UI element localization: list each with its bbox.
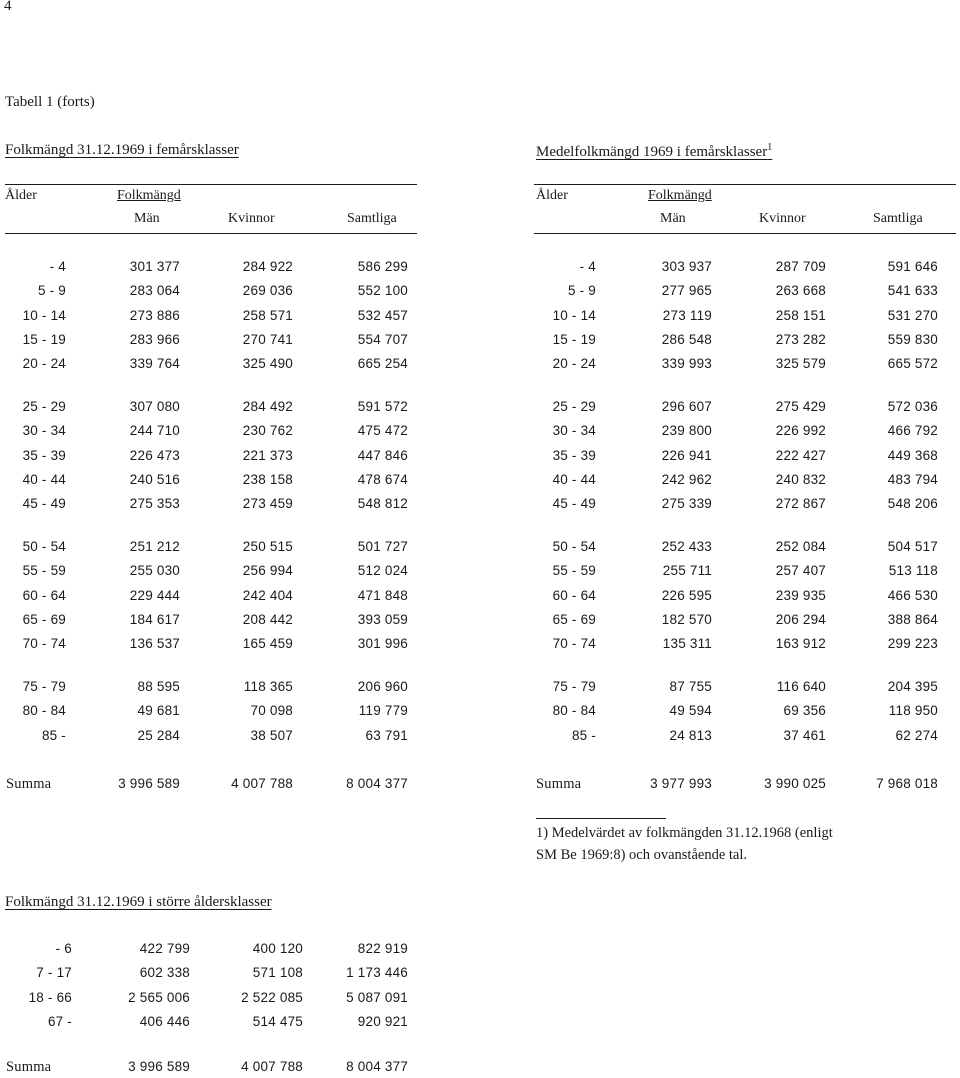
right-men-cell: 226 595	[661, 588, 712, 603]
left-women-cell: 208 442	[242, 612, 293, 627]
right-total-cell: 388 864	[887, 612, 938, 627]
right-men-cell: 286 548	[661, 332, 712, 347]
bottom-women-cell: 571 108	[252, 965, 303, 980]
left-age-cell: 5 - 9	[37, 283, 66, 298]
right-men-cell: 49 594	[669, 703, 712, 718]
left-men-cell: 255 030	[129, 563, 180, 578]
right-total-cell: 531 270	[887, 308, 938, 323]
left-women-cell: 238 158	[242, 472, 293, 487]
right-men-cell: 303 937	[661, 259, 712, 274]
left-men-cell: 301 377	[129, 259, 180, 274]
left-men-cell: 275 353	[129, 496, 180, 511]
right-men-cell: 182 570	[661, 612, 712, 627]
left-women-cell: 256 994	[242, 563, 293, 578]
right-age-cell: 85 -	[571, 728, 596, 743]
footnote-line-2: SM Be 1969:8) och ovanstående tal.	[536, 847, 748, 863]
right-women-cell: 69 356	[783, 703, 826, 718]
left-men-cell: 244 710	[129, 423, 180, 438]
left-women-cell: 250 515	[242, 539, 293, 554]
left-total-cell: 206 960	[357, 679, 408, 694]
left-total-cell: 548 812	[357, 496, 408, 511]
right-age-cell: 60 - 64	[552, 588, 596, 603]
right-total-cell: 299 223	[887, 636, 938, 651]
left-table-title	[5, 142, 239, 159]
right-men-cell: 273 119	[662, 308, 712, 323]
right-women-cell: 37 461	[783, 728, 826, 743]
left-sum-total: 8 004 377	[346, 776, 408, 791]
left-age-cell: 55 - 59	[22, 563, 66, 578]
right-total-cell: 513 118	[888, 563, 938, 578]
left-col-total: Samtliga	[347, 211, 397, 226]
left-total-cell: 501 727	[357, 539, 408, 554]
bottom-age-cell: 18 - 66	[28, 990, 72, 1005]
right-age-cell: 45 - 49	[552, 496, 596, 511]
bottom-sum-label: Summa	[6, 1059, 52, 1075]
right-table-title	[536, 142, 772, 161]
left-col-women: Kvinnor	[228, 211, 275, 226]
right-men-cell: 255 711	[662, 563, 712, 578]
left-men-cell: 226 473	[129, 448, 180, 463]
right-men-cell: 296 607	[661, 399, 712, 414]
left-men-cell: 25 284	[137, 728, 180, 743]
right-title-footnote-mark: 1	[767, 142, 773, 153]
right-table-title-text: Medelfolkmängd 1969 i femårsklasser	[536, 144, 768, 160]
left-age-cell: 85 -	[41, 728, 66, 743]
left-men-cell: 184 617	[129, 612, 180, 627]
left-men-cell: 88 595	[137, 679, 180, 694]
right-men-cell: 87 755	[669, 679, 712, 694]
right-men-cell: 24 813	[669, 728, 712, 743]
left-age-cell: 40 - 44	[22, 472, 66, 487]
bottom-total-cell: 5 087 091	[346, 990, 408, 1005]
left-header-top-rule	[5, 184, 417, 185]
left-men-cell: 229 444	[129, 588, 180, 603]
right-total-cell: 62 274	[895, 728, 938, 743]
right-women-cell: 116 640	[776, 679, 826, 694]
left-age-cell: 25 - 29	[22, 399, 66, 414]
bottom-women-cell: 400 120	[252, 941, 303, 956]
left-total-cell: 532 457	[357, 308, 408, 323]
left-age-cell: 60 - 64	[22, 588, 66, 603]
right-age-cell: 35 - 39	[552, 448, 596, 463]
right-age-cell: 10 - 14	[552, 308, 596, 323]
left-men-cell: 136 537	[129, 636, 180, 651]
left-sum-men: 3 996 589	[118, 776, 180, 791]
bottom-total-cell: 822 919	[357, 941, 408, 956]
right-col-group: Folkmängd	[648, 188, 712, 203]
right-sum-total: 7 968 018	[876, 776, 938, 791]
left-men-cell: 49 681	[137, 703, 180, 718]
left-age-cell: 80 - 84	[22, 703, 66, 718]
right-header-bottom-rule	[534, 233, 956, 234]
left-men-cell: 283 966	[129, 332, 180, 347]
bottom-women-cell: 514 475	[252, 1014, 303, 1029]
right-men-cell: 275 339	[661, 496, 712, 511]
right-total-cell: 118 950	[888, 703, 938, 718]
right-women-cell: 226 992	[775, 423, 826, 438]
left-women-cell: 38 507	[250, 728, 293, 743]
right-col-age: Ålder	[536, 188, 568, 203]
right-men-cell: 242 962	[661, 472, 712, 487]
right-total-cell: 559 830	[887, 332, 938, 347]
left-age-cell: 70 - 74	[22, 636, 66, 651]
right-col-total: Samtliga	[873, 211, 923, 226]
left-age-cell: 50 - 54	[22, 539, 66, 554]
left-age-cell: - 4	[49, 259, 66, 274]
right-total-cell: 665 572	[887, 356, 938, 371]
right-men-cell: 135 311	[662, 636, 712, 651]
left-total-cell: 119 779	[358, 703, 408, 718]
right-total-cell: 541 633	[887, 283, 938, 298]
footnote-rule	[536, 818, 666, 819]
left-age-cell: 20 - 24	[22, 356, 66, 371]
right-total-cell: 483 794	[887, 472, 938, 487]
left-age-cell: 75 - 79	[22, 679, 66, 694]
bottom-table-title-text: Folkmängd 31.12.1969 i större åldersklasser	[5, 894, 272, 910]
left-men-cell: 283 064	[129, 283, 180, 298]
left-age-cell: 15 - 19	[22, 332, 66, 347]
left-total-cell: 471 848	[357, 588, 408, 603]
bottom-men-cell: 422 799	[139, 941, 190, 956]
left-men-cell: 273 886	[129, 308, 180, 323]
right-men-cell: 226 941	[661, 448, 712, 463]
left-age-cell: 65 - 69	[22, 612, 66, 627]
left-sum-women: 4 007 788	[231, 776, 293, 791]
bottom-sum-total: 8 004 377	[346, 1059, 408, 1074]
right-total-cell: 572 036	[887, 399, 938, 414]
bottom-sum-men: 3 996 589	[128, 1059, 190, 1074]
right-header-top-rule	[534, 184, 956, 185]
left-total-cell: 665 254	[357, 356, 408, 371]
right-total-cell: 591 646	[887, 259, 938, 274]
bottom-total-cell: 920 921	[357, 1014, 408, 1029]
right-col-women: Kvinnor	[759, 211, 806, 226]
bottom-age-cell: 7 - 17	[36, 965, 72, 980]
left-header-bottom-rule	[5, 233, 417, 234]
right-sum-men: 3 977 993	[650, 776, 712, 791]
left-women-cell: 230 762	[242, 423, 293, 438]
right-sum-label: Summa	[536, 776, 582, 792]
left-total-cell: 552 100	[357, 283, 408, 298]
left-age-cell: 35 - 39	[22, 448, 66, 463]
bottom-table-title	[5, 894, 272, 911]
page-number: 4	[4, 0, 12, 14]
right-women-cell: 240 832	[775, 472, 826, 487]
right-age-cell: 50 - 54	[552, 539, 596, 554]
left-women-cell: 165 459	[242, 636, 293, 651]
left-women-cell: 325 490	[242, 356, 293, 371]
right-total-cell: 548 206	[887, 496, 938, 511]
left-total-cell: 591 572	[357, 399, 408, 414]
left-col-group: Folkmängd	[117, 188, 181, 203]
left-women-cell: 273 459	[242, 496, 293, 511]
right-women-cell: 272 867	[775, 496, 826, 511]
left-men-cell: 307 080	[129, 399, 180, 414]
right-women-cell: 325 579	[775, 356, 826, 371]
bottom-total-cell: 1 173 446	[346, 965, 408, 980]
left-women-cell: 221 373	[242, 448, 293, 463]
right-col-men: Män	[660, 211, 686, 226]
left-total-cell: 393 059	[357, 612, 408, 627]
bottom-age-cell: 67 -	[47, 1014, 72, 1029]
right-women-cell: 273 282	[775, 332, 826, 347]
left-total-cell: 301 996	[357, 636, 408, 651]
left-women-cell: 270 741	[242, 332, 293, 347]
right-age-cell: 5 - 9	[567, 283, 596, 298]
left-men-cell: 240 516	[129, 472, 180, 487]
right-men-cell: 339 993	[661, 356, 712, 371]
left-total-cell: 554 707	[357, 332, 408, 347]
left-age-cell: 45 - 49	[22, 496, 66, 511]
left-men-cell: 339 764	[129, 356, 180, 371]
left-sum-label: Summa	[6, 776, 52, 792]
right-women-cell: 239 935	[775, 588, 826, 603]
bottom-sum-women: 4 007 788	[241, 1059, 303, 1074]
right-total-cell: 504 517	[887, 539, 938, 554]
left-total-cell: 447 846	[357, 448, 408, 463]
left-total-cell: 475 472	[357, 423, 408, 438]
right-age-cell: 75 - 79	[552, 679, 596, 694]
left-table-title-text: Folkmängd 31.12.1969 i femårsklasser	[5, 142, 239, 158]
left-age-cell: 10 - 14	[22, 308, 66, 323]
left-women-cell: 258 571	[242, 308, 293, 323]
left-total-cell: 63 791	[365, 728, 408, 743]
footnote-line-1: 1) Medelvärdet av folkmängden 31.12.1968 (enligt	[536, 825, 833, 841]
right-women-cell: 287 709	[775, 259, 826, 274]
left-women-cell: 70 098	[250, 703, 293, 718]
bottom-women-cell: 2 522 085	[241, 990, 303, 1005]
bottom-men-cell: 406 446	[139, 1014, 190, 1029]
right-age-cell: - 4	[579, 259, 596, 274]
right-women-cell: 258 151	[775, 308, 826, 323]
right-age-cell: 20 - 24	[552, 356, 596, 371]
left-women-cell: 118 365	[243, 679, 293, 694]
right-age-cell: 40 - 44	[552, 472, 596, 487]
left-women-cell: 284 492	[242, 399, 293, 414]
bottom-men-cell: 602 338	[139, 965, 190, 980]
right-women-cell: 252 084	[775, 539, 826, 554]
right-women-cell: 222 427	[775, 448, 826, 463]
left-men-cell: 251 212	[129, 539, 180, 554]
right-total-cell: 204 395	[887, 679, 938, 694]
right-age-cell: 30 - 34	[552, 423, 596, 438]
left-women-cell: 242 404	[242, 588, 293, 603]
right-women-cell: 206 294	[775, 612, 826, 627]
right-women-cell: 275 429	[775, 399, 826, 414]
right-age-cell: 80 - 84	[552, 703, 596, 718]
right-age-cell: 65 - 69	[552, 612, 596, 627]
left-col-men: Män	[134, 211, 160, 226]
left-age-cell: 30 - 34	[22, 423, 66, 438]
right-total-cell: 466 530	[887, 588, 938, 603]
left-women-cell: 284 922	[242, 259, 293, 274]
left-col-age: Ålder	[5, 188, 37, 203]
right-men-cell: 277 965	[661, 283, 712, 298]
table-label: Tabell 1 (forts)	[5, 94, 95, 110]
right-total-cell: 466 792	[887, 423, 938, 438]
right-women-cell: 257 407	[775, 563, 826, 578]
bottom-men-cell: 2 565 006	[128, 990, 190, 1005]
left-total-cell: 478 674	[357, 472, 408, 487]
footnote	[536, 822, 833, 866]
left-total-cell: 512 024	[357, 563, 408, 578]
right-age-cell: 70 - 74	[552, 636, 596, 651]
right-men-cell: 239 800	[661, 423, 712, 438]
right-age-cell: 15 - 19	[552, 332, 596, 347]
right-total-cell: 449 368	[887, 448, 938, 463]
right-age-cell: 55 - 59	[552, 563, 596, 578]
right-women-cell: 163 912	[775, 636, 826, 651]
left-women-cell: 269 036	[242, 283, 293, 298]
left-total-cell: 586 299	[357, 259, 408, 274]
right-age-cell: 25 - 29	[552, 399, 596, 414]
bottom-age-cell: - 6	[55, 941, 72, 956]
right-women-cell: 263 668	[775, 283, 826, 298]
right-men-cell: 252 433	[661, 539, 712, 554]
right-sum-women: 3 990 025	[764, 776, 826, 791]
